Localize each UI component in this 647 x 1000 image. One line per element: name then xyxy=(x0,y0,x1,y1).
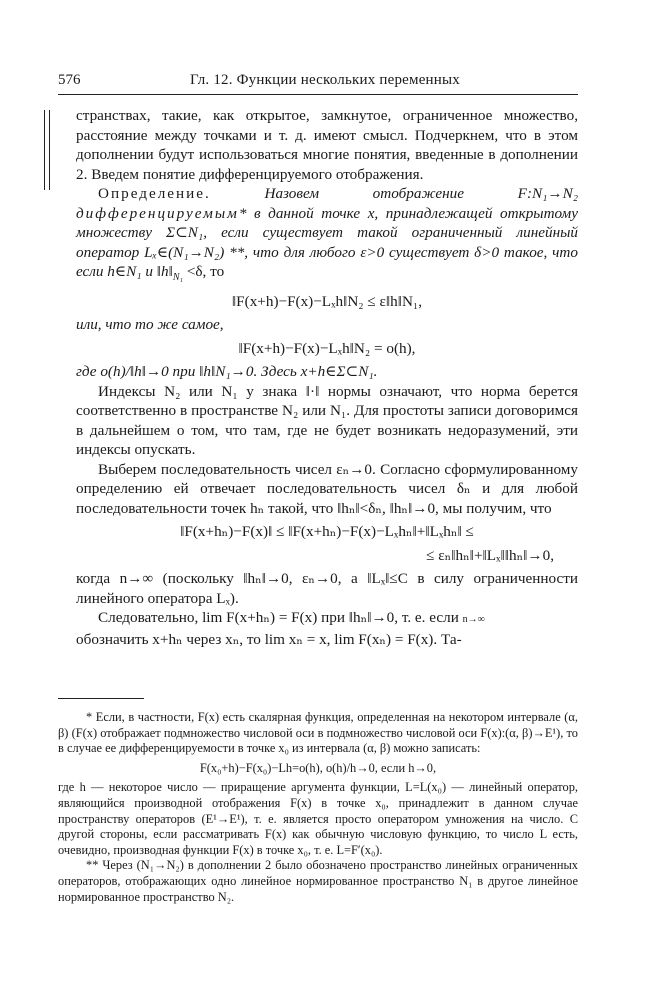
definition-part-a: Назовем отображение F:N₁→N₂ xyxy=(264,185,579,202)
margin-bar xyxy=(44,110,50,190)
footnote-1-equation: F(x₀+h)−F(x₀)−Lh=o(h), o(h)/h→0, если h→0, xyxy=(199,760,437,775)
footnote-1-part-a: * Если, в частности, F(x) есть скалярная функция, определенная на некотором интервале (α, β) (F(x) отображает подмножество числовой оси в подмножество числовой оси F(x):(α, β)→E¹), то в случае ее дифференцируемости в точке x₀ из интервала (α, β) можно записать: xyxy=(58,710,578,756)
definition-paragraph xyxy=(76,184,578,288)
consequence-line-1 xyxy=(76,608,578,630)
definition-part-c: <δ, то xyxy=(183,263,225,280)
paragraph-sequence: Выберем последовательность чисел εₙ→0. Согласно сформулированному определению ей отвечает последовательность чисел δₙ и для любой последовательности точек hₙ такой, что ‖hₙ‖<δₙ, ‖hₙ‖→0, мы получим, что xyxy=(76,460,578,517)
paragraph-indices: Индексы N₂ или N₁ у знака ‖·‖ нормы означают, что норма берется соответственно в пространстве N₂ или N₁. Для простоты записи договоримся в дальнейшем о том, что там, где не будет возникать недоразумений, эти индексы опускать. xyxy=(76,382,578,459)
consequence-line-2: обозначить x+hₙ через xₙ, то lim xₙ = x, lim F(xₙ) = F(x). Та- xyxy=(76,630,462,648)
definition-part-b: * в данной точке x, принадлежащей открытому множеству Σ⊂N₁, если существует такой ограниченный линейный оператор Lₓ∈(N₁→N₂) **, что для любого ε>0 существует δ>0 такое, что если h∈N₁ и ‖h‖ xyxy=(76,204,578,280)
limit-subscript: n→∞ xyxy=(462,614,485,626)
equation-3a: ‖F(x+hₙ)−F(x)‖ ≤ ‖F(x+hₙ)−F(x)−Lₓhₙ‖+‖Lₓhₙ‖ ≤ xyxy=(180,523,474,541)
footnote-rule xyxy=(58,698,144,699)
where-line: где o(h)/‖h‖→0 при ‖h‖N₁→0. Здесь x+h∈Σ⊂N₁. xyxy=(76,363,378,381)
definition-lead: Определение. xyxy=(98,185,211,202)
paragraph-when: когда n→∞ (поскольку ‖hₙ‖→0, εₙ→0, а ‖Lₓ‖≤C в силу ограниченности линейного оператора Lₓ). xyxy=(76,570,578,607)
equation-3b: ≤ εₙ‖hₙ‖+‖Lₓ‖‖hₙ‖→0, xyxy=(426,546,554,564)
definition-term: дифференцируемым xyxy=(76,204,239,222)
or-same-line: или, что то же самое, xyxy=(76,316,224,334)
equation-1: ‖F(x+h)−F(x)−Lₓh‖N₂ ≤ ε‖h‖N₁, xyxy=(231,292,423,310)
definition-subscript: N₁ xyxy=(172,272,184,284)
page-number: 576 xyxy=(58,72,81,88)
header-rule xyxy=(58,94,578,95)
consequence-text-1: Следовательно, lim F(x+hₙ) = F(x) при ‖hₙ‖→0, т. е. если xyxy=(98,609,459,627)
main-text xyxy=(76,106,578,649)
paragraph-intro: странствах, такие, как открытое, замкнутое, ограниченное множество, расстояние между точками и т. д. имеют смысл. Подчеркнем, что в этом дополнении будут использоваться многие понятия, введенные в дополнении 2. Введем понятие дифференцируемого отображения. xyxy=(76,107,578,183)
equation-2: ‖F(x+h)−F(x)−Lₓh‖N₂ = o(h), xyxy=(238,339,416,357)
running-title: Гл. 12. Функции нескольких переменных xyxy=(190,72,460,88)
footnote-1-part-b: где h — некоторое число — приращение аргумента функции, L=L(x₀) — линейный оператор, являющийся производной отображения F(x) в точке x₀, принадлежит в данном случае пространству операторов (E¹→E¹), т. е. является просто оператором умножения на число. С другой стороны, если рассматривать F(x) как обычную числовую функцию, то число L есть, очевидно, производная функции F(x) в точке x₀, т. е. L=F′(x₀). xyxy=(58,780,578,857)
page-header xyxy=(58,72,589,94)
footnotes xyxy=(58,710,578,905)
footnote-2: ** Через (N₁→N₂) в дополнении 2 было обозначено пространство линейных ограниченных операторов, отображающих одно линейное нормированное пространство N₁ в другое линейное нормированное пространство N₂. xyxy=(58,858,578,904)
